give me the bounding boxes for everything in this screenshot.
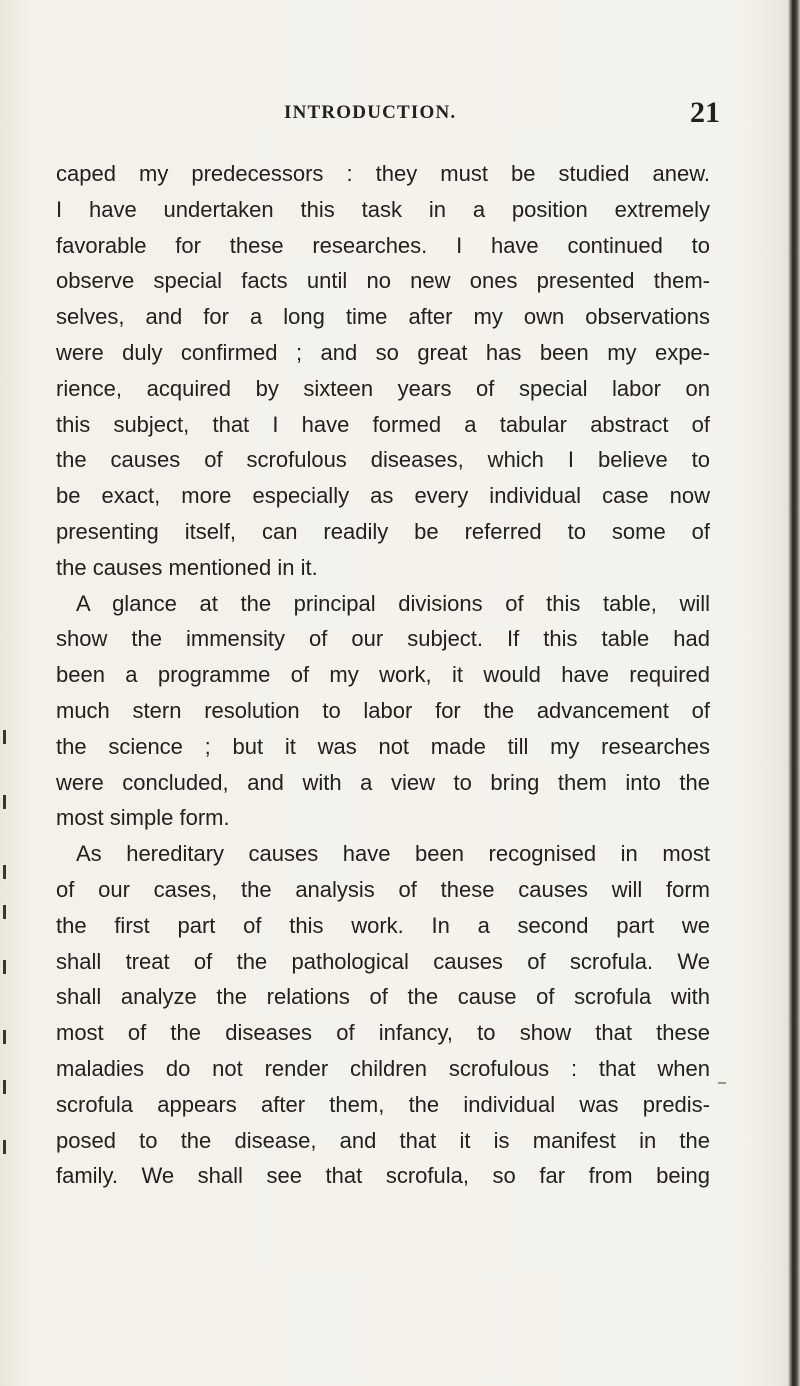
margin-mark xyxy=(3,1080,6,1094)
text-line: most simple form. xyxy=(56,805,230,831)
text-line: this subject, that I have formed a tabular abstract of xyxy=(56,411,710,437)
text-line: were concluded, and with a view to bring them into the xyxy=(56,769,710,795)
running-head xyxy=(0,96,800,136)
text-line: rience, acquired by sixteen years of special labor on xyxy=(56,375,710,401)
margin-mark xyxy=(3,795,6,809)
text-line: presenting itself, can readily be referred to some of xyxy=(56,518,710,544)
text-line: the first part of this work. In a second part we xyxy=(56,912,710,938)
text-line: shall analyze the relations of the cause of scrofula with xyxy=(56,984,710,1010)
text-line: been a programme of my work, it would have required xyxy=(56,662,710,688)
text-line: scrofula appears after them, the individual was predis- xyxy=(56,1091,710,1117)
text-line: the science ; but it was not made till my researches xyxy=(56,733,710,759)
left-margin-bleedthrough xyxy=(0,700,14,1200)
page-number: 21 xyxy=(690,96,720,129)
catchword-dash xyxy=(718,1082,726,1084)
text-line: As hereditary causes have been recognised in most xyxy=(76,841,710,867)
body-text xyxy=(56,156,710,1194)
text-line: be exact, more especially as every individual case now xyxy=(56,483,710,509)
text-line: the causes mentioned in it. xyxy=(56,554,318,580)
text-line: favorable for these researches. I have continued to xyxy=(56,232,710,258)
text-line: maladies do not render children scrofulous : that when xyxy=(56,1055,710,1081)
text-line: show the immensity of our subject. If this table had xyxy=(56,626,710,652)
text-line: family. We shall see that scrofula, so far from being xyxy=(56,1163,710,1189)
margin-mark xyxy=(3,905,6,919)
text-line: I have undertaken this task in a position extremely xyxy=(56,196,710,222)
text-line: the causes of scrofulous diseases, which I believe to xyxy=(56,447,710,473)
margin-mark xyxy=(3,865,6,879)
page-edge-shadow xyxy=(788,0,800,1386)
margin-mark xyxy=(3,730,6,744)
text-line: observe special facts until no new ones presented them- xyxy=(56,268,710,294)
text-line: selves, and for a long time after my own observations xyxy=(56,304,710,330)
text-line: A glance at the principal divisions of this table, will xyxy=(76,590,710,616)
text-line: much stern resolution to labor for the advancement of xyxy=(56,697,710,723)
text-line: posed to the disease, and that it is manifest in the xyxy=(56,1127,710,1153)
text-line: were duly confirmed ; and so great has been my expe- xyxy=(56,339,710,365)
text-line: shall treat of the pathological causes of scrofula. We xyxy=(56,948,710,974)
margin-mark xyxy=(3,1140,6,1154)
text-line: of our cases, the analysis of these causes will form xyxy=(56,876,710,902)
margin-mark xyxy=(3,1030,6,1044)
text-line: caped my predecessors : they must be studied anew. xyxy=(56,161,710,186)
margin-mark xyxy=(3,960,6,974)
text-line: most of the diseases of infancy, to show that these xyxy=(56,1020,710,1046)
chapter-title: INTRODUCTION. xyxy=(284,102,457,123)
